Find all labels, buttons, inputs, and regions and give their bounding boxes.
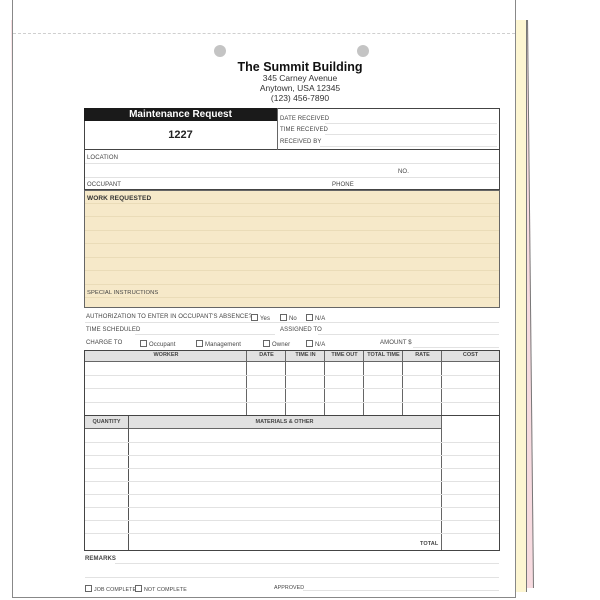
work-line	[85, 284, 499, 285]
phone-label: PHONE	[332, 182, 354, 188]
rate-header: RATE	[415, 352, 430, 358]
column-divider	[402, 351, 403, 415]
work-requested-label: WORK REQUESTED	[87, 195, 152, 202]
unit-no-field[interactable]	[85, 177, 499, 178]
worker-header: WORKER	[153, 352, 179, 358]
checkbox-icon[interactable]	[135, 585, 142, 592]
date-received-label: DATE RECEIVED	[280, 116, 330, 122]
location-field[interactable]	[85, 163, 499, 164]
special-instructions-field[interactable]	[85, 297, 499, 298]
work-line	[85, 270, 499, 271]
column-divider	[363, 351, 364, 415]
quantity-column-divider	[128, 416, 129, 550]
remarks-label: REMARKS	[85, 556, 117, 562]
divider	[85, 322, 499, 323]
labor-table-row[interactable]	[85, 388, 499, 389]
work-line	[85, 216, 499, 217]
materials-header: MATERIALS & OTHER	[255, 419, 314, 425]
authorization-label: AUTHORIZATION TO ENTER IN OCCUPANT'S ABSENCE?	[86, 314, 252, 320]
occupant-label: OCCUPANT	[87, 182, 122, 188]
charge-occupant-option[interactable]: Occupant	[140, 340, 175, 348]
remarks-field-line2[interactable]	[85, 577, 499, 578]
amount-field[interactable]	[413, 347, 499, 348]
job-complete-option[interactable]: JOB COMPLETE	[85, 585, 136, 593]
column-divider	[285, 351, 286, 415]
time-scheduled-label: TIME SCHEDULED	[86, 327, 141, 333]
unit-no-label: NO.	[398, 169, 409, 175]
time-out-header: TIME OUT	[331, 352, 358, 358]
time-in-header: TIME IN	[295, 352, 316, 358]
materials-table	[84, 415, 500, 551]
time-received-label: TIME RECEIVED	[280, 127, 328, 133]
perforation-line	[13, 33, 515, 34]
auth-no-option[interactable]: No	[280, 314, 297, 322]
work-line	[85, 230, 499, 231]
received-by-field[interactable]	[320, 146, 497, 147]
checkbox-icon[interactable]	[251, 314, 258, 321]
form-title: Maintenance Request	[84, 108, 277, 121]
amount-label: AMOUNT $	[380, 340, 412, 346]
divider	[277, 108, 278, 150]
company-name: The Summit Building	[237, 60, 363, 74]
assigned-to-field[interactable]	[318, 334, 499, 335]
cost-header: COST	[462, 352, 479, 358]
materials-row[interactable]	[85, 494, 499, 495]
approved-field[interactable]	[303, 590, 499, 591]
checkbox-icon[interactable]	[306, 340, 313, 347]
special-instructions-label: SPECIAL INSTRUCTIONS	[87, 290, 159, 296]
date-header: DATE	[259, 352, 274, 358]
materials-row[interactable]	[85, 455, 499, 456]
location-label: LOCATION	[87, 155, 119, 161]
approved-label: APPROVED	[274, 585, 305, 591]
charge-to-label: CHARGE TO	[86, 340, 123, 346]
total-label: TOTAL	[420, 541, 439, 547]
total-time-header: TOTAL TIME	[367, 352, 400, 358]
charge-management-option[interactable]: Management	[196, 340, 241, 348]
checkbox-icon[interactable]	[85, 585, 92, 592]
received-by-label: RECEIVED BY	[280, 139, 322, 145]
company-phone: (123) 456-7890	[270, 93, 330, 103]
checkbox-icon[interactable]	[140, 340, 147, 347]
form-number: 1227	[168, 129, 193, 141]
assigned-to-label: ASSIGNED TO	[280, 327, 322, 333]
column-divider	[324, 351, 325, 415]
materials-row[interactable]	[85, 468, 499, 469]
company-address-line2: Anytown, USA 12345	[259, 83, 341, 93]
quantity-header: QUANTITY	[92, 419, 121, 425]
binding-hole-icon	[357, 45, 369, 57]
location-block	[84, 150, 500, 190]
time-received-field[interactable]	[325, 134, 497, 135]
not-complete-option[interactable]: NOT COMPLETE	[135, 585, 187, 593]
materials-row[interactable]	[85, 507, 499, 508]
materials-row[interactable]	[85, 481, 499, 482]
charge-owner-option[interactable]: Owner	[263, 340, 290, 348]
materials-row[interactable]	[85, 520, 499, 521]
checkbox-icon[interactable]	[306, 314, 313, 321]
column-divider	[246, 351, 247, 415]
labor-table-row[interactable]	[85, 402, 499, 403]
materials-row[interactable]	[85, 533, 499, 534]
checkbox-icon[interactable]	[280, 314, 287, 321]
materials-row[interactable]	[85, 442, 499, 443]
work-line	[85, 243, 499, 244]
checkbox-icon[interactable]	[263, 340, 270, 347]
auth-yes-option[interactable]: Yes	[251, 314, 270, 322]
work-line	[85, 257, 499, 258]
charge-na-option[interactable]: N/A	[306, 340, 325, 348]
company-address-line1: 345 Carney Avenue	[262, 73, 338, 83]
remarks-field[interactable]	[115, 563, 499, 564]
checkbox-icon[interactable]	[196, 340, 203, 347]
auth-na-option[interactable]: N/A	[306, 314, 325, 322]
binding-hole-icon	[214, 45, 226, 57]
date-received-field[interactable]	[325, 123, 497, 124]
labor-table-row[interactable]	[85, 375, 499, 376]
time-scheduled-field[interactable]	[135, 334, 275, 335]
work-line	[85, 203, 499, 204]
